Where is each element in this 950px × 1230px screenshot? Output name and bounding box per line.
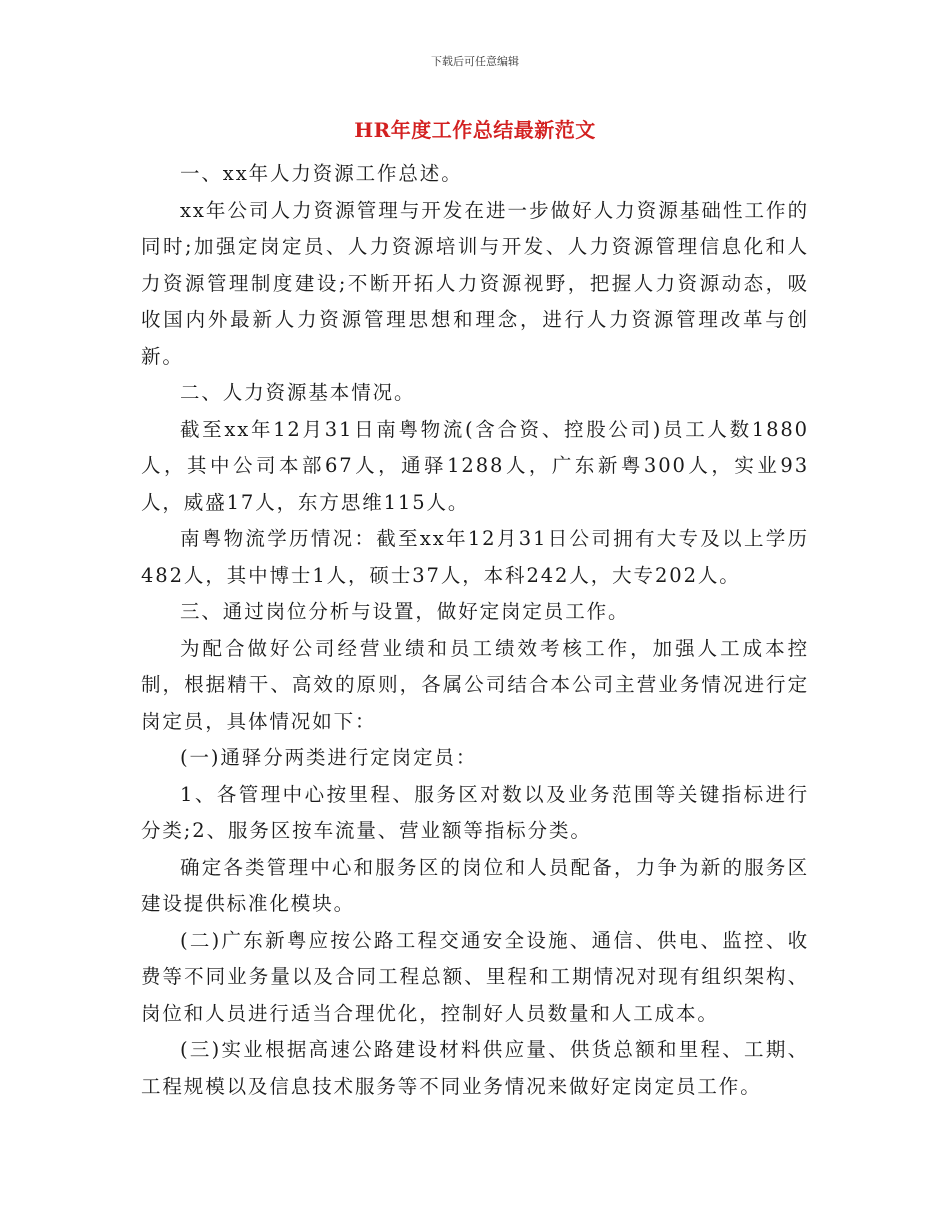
body-paragraph: 确定各类管理中心和服务区的岗位和人员配备，力争为新的服务区建设提供标准化模块。 — [141, 855, 809, 915]
section-heading-3: 三、通过岗位分析与设置，做好定岗定员工作。 — [180, 600, 630, 623]
section-heading-2: 二、人力资源基本情况。 — [180, 381, 416, 404]
body-paragraph: 1、各管理中心按里程、服务区对数以及业务范围等关键指标进行分类;2、服务区按车流量、营业额等指标分类。 — [141, 782, 809, 842]
section-heading-1: 一、xx年人力资源工作总述。 — [180, 162, 463, 185]
body-paragraph: 为配合做好公司经营业绩和员工绩效考核工作，加强人工成本控制，根据精干、高效的原则，各属公司结合本公司主营业务情况进行定岗定员，具体情况如下： — [141, 636, 809, 733]
header-note: 下载后可任意编辑 — [431, 55, 519, 68]
document-body — [141, 156, 809, 1105]
document-title: HR年度工作总结最新范文 — [354, 118, 596, 142]
body-paragraph: (二)广东新粤应按公路工程交通安全设施、通信、供电、监控、收费等不同业务量以及合同工程总额、里程和工期情况对现有组织架构、岗位和人员进行适当合理优化，控制好人员数量和人工成本。 — [141, 928, 809, 1025]
body-paragraph: 南粤物流学历情况：截至xx年12月31日公司拥有大专及以上学历482人，其中博士1人，硕士37人，本科242人，大专202人。 — [141, 527, 809, 587]
body-paragraph: 截至xx年12月31日南粤物流(含合资、控股公司)员工人数1880人，其中公司本部67人，通驿1288人，广东新粤300人，实业93人，威盛17人，东方思维115人。 — [141, 417, 809, 514]
body-paragraph: xx年公司人力资源管理与开发在进一步做好人力资源基础性工作的同时;加强定岗定员、人力资源培训与开发、人力资源管理信息化和人力资源管理制度建设;不断开拓人力资源视野，把握人力资源动态，吸收国内外最新人力资源管理思想和理念，进行人力资源管理改革与创新。 — [141, 198, 809, 368]
sub-heading: (一)通驿分两类进行定岗定员： — [180, 746, 478, 769]
body-paragraph: (三)实业根据高速公路建设材料供应量、供货总额和里程、工期、工程规模以及信息技术服务等不同业务情况来做好定岗定员工作。 — [141, 1038, 809, 1098]
